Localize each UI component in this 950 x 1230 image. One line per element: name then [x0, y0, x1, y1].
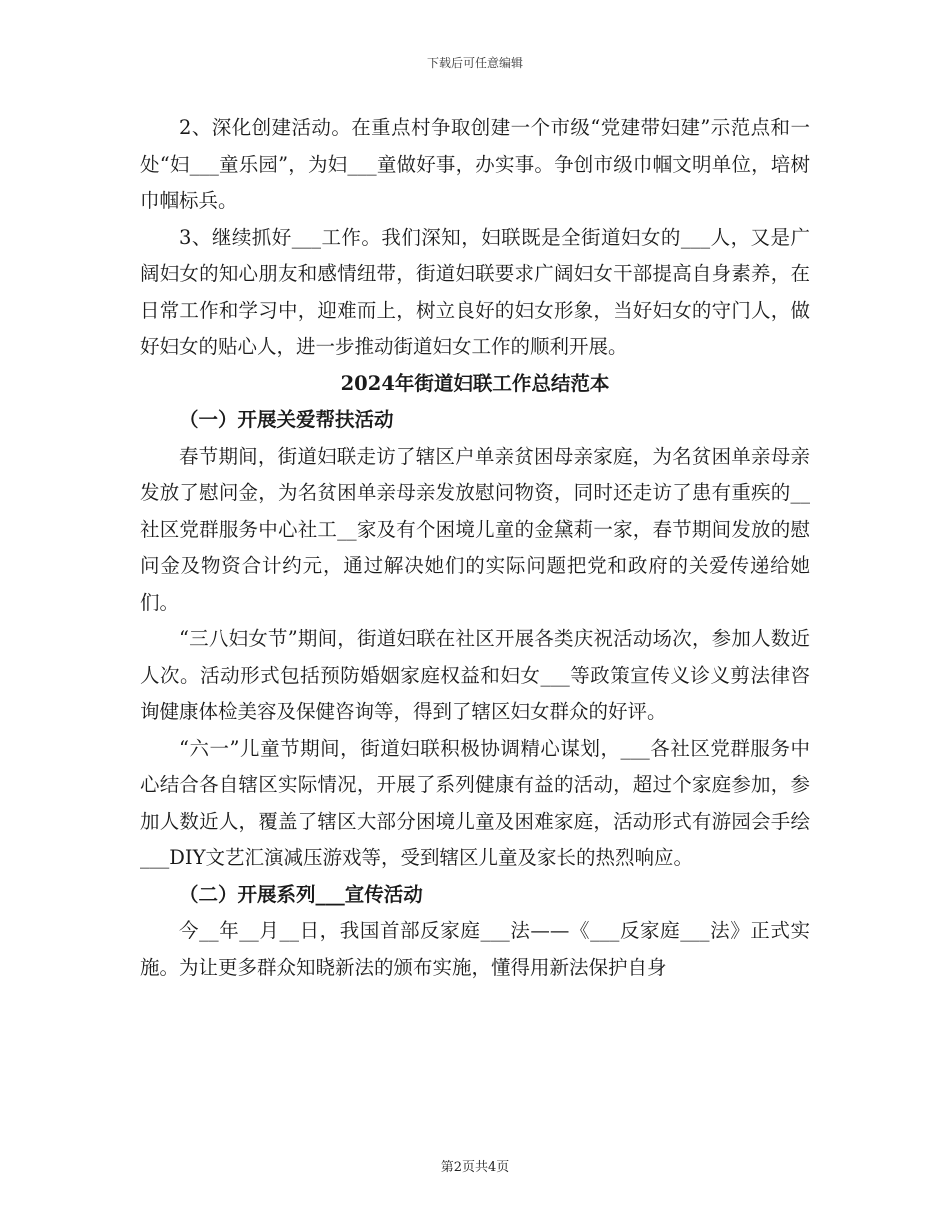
- paragraph-spring-festival: 春节期间，街道妇联走访了辖区户单亲贫困母亲家庭，为名贫困单亲母亲发放了慰问金，为名贫困单亲母亲发放慰问物资，同时还走访了患有重疾的__社区党群服务中心社工__家及有个困境儿童的金黛莉一家，春节期间发放的慰问金及物资合计约元，通过解决她们的实际问题把党和政府的关爱传递给她们。: [140, 444, 810, 614]
- paragraph-childrens-day: “六一”儿童节期间，街道妇联积极协调精心谋划，___各社区党群服务中心结合各自辖区实际情况，开展了系列健康有益的活动，超过个家庭参加，参加人数近人，覆盖了辖区大部分困境儿童及困难家庭，活动形式有游园会手绘___DIY文艺汇演减压游戏等，受到辖区儿童及家长的热烈响应。: [140, 736, 810, 869]
- paragraph-womens-day: “三八妇女节”期间，街道妇联在社区开展各类庆祝活动场次，参加人数近人次。活动形式包括预防婚姻家庭权益和妇女___等政策宣传义诊义剪法律咨询健康体检美容及保健咨询等，得到了辖区妇女群众的好评。: [140, 627, 810, 723]
- page-header-note: 下载后可任意编辑: [426, 56, 523, 70]
- page-number: 第2页共4页: [440, 1160, 510, 1175]
- paragraph-deepen-activities: 2、深化创建活动。在重点村争取创建一个市级“党建带妇建”示范点和一处“妇___童乐园”，为妇___童做好事，办实事。争创市级巾帼文明单位，培树巾帼标兵。: [140, 116, 810, 212]
- section-heading-care-assistance: （一）开展关爱帮扶活动: [179, 408, 394, 431]
- document-title: 2024年街道妇联工作总结范本: [340, 371, 610, 395]
- paragraph-continue-work: 3、继续抓好___工作。我们深知，妇联既是全街道妇女的___人，又是广阔妇女的知心朋友和感情纽带，街道妇联要求广阔妇女干部提高自身素养，在日常工作和学习中，迎难而上，树立良好的妇女形象，当好妇女的守门人，做好妇女的贴心人，进一步推动街道妇女工作的顺利开展。: [140, 225, 810, 358]
- document-body: [140, 110, 810, 986]
- section-heading-publicity: （二）开展系列___宣传活动: [179, 882, 423, 906]
- paragraph-law-implementation: 今__年__月__日，我国首部反家庭___法——《___反家庭___法》正式实施。为让更多群众知晓新法的颁布实施，懂得用新法保护自身: [140, 919, 810, 979]
